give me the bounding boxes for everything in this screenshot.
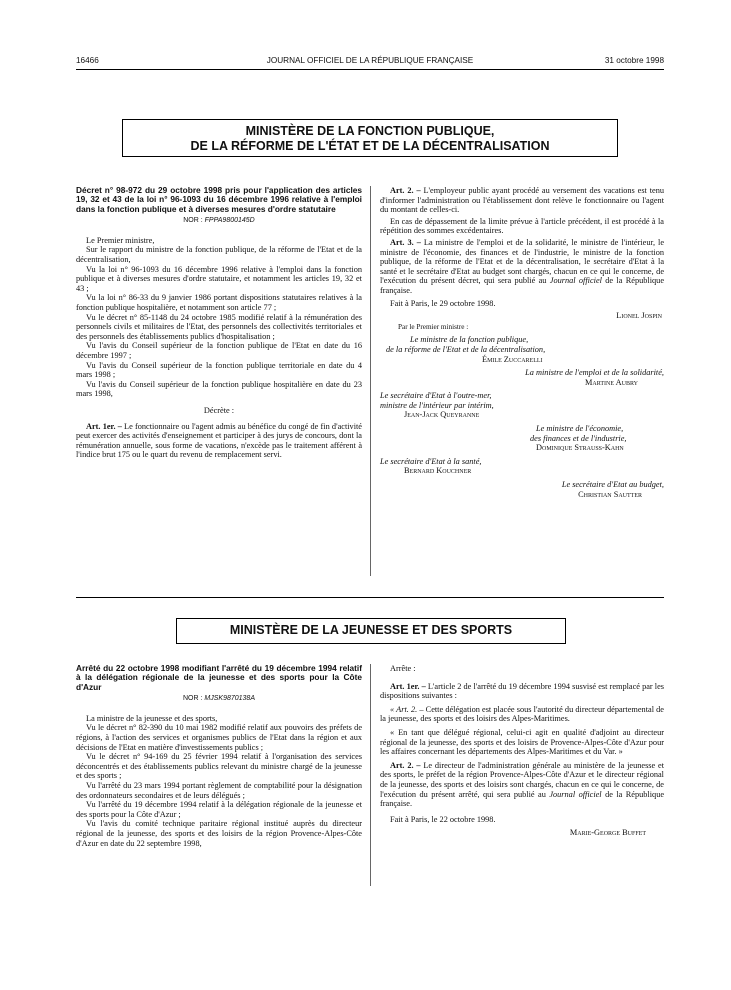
preamble-paragraph: Le Premier ministre, (86, 235, 155, 245)
decree-left-column (76, 186, 362, 460)
article-2-text: L'employeur public ayant procédé au versement des vacations est tenu d'informer l'administration ou l'établissement dont relève le fonctionnaire ou l'agent du montant de celles-ci. (380, 186, 665, 215)
nor-code: FPPA9800145D (204, 217, 255, 225)
decrete-heading: Décrète : (203, 405, 235, 415)
journal-title: JOURNAL OFFICIEL DE LA RÉPUBLIQUE FRANÇAISE (266, 56, 474, 65)
countersign-intro: Par le Premier ministre : (398, 322, 469, 331)
quoted-article-label: « Art. 2. – (390, 704, 424, 714)
signatory-name: Dominique Strauss-Kahn (536, 443, 624, 453)
nor-label: NOR : (183, 217, 203, 225)
arrete-title: Arrêté du 22 octobre 1998 modifiant l'arrêté du 19 décembre 1994 relatif à la délégation régionale de la jeunesse et des sports pour la Côte d'Azur (76, 663, 362, 692)
article-2 (380, 186, 664, 215)
page-number: 16466 (76, 56, 99, 65)
article-2-text: Le directeur de l'administration générale au ministère de la jeunesse et des sports, le préfet de la région Provence-Alpes-Côte d'Azur et le directeur régional de la jeunesse, des sports et des loisirs sont chargés, chacun en ce qui le concerne, de l'exécution du présent arrêté, qui sera publié au (380, 760, 665, 799)
header-rule (76, 69, 664, 70)
article-2-label: Art. 2. – (390, 760, 421, 770)
article-3 (380, 238, 664, 296)
preamble-paragraph: Vu l'avis du Conseil supérieur de la fonction publique hospitalière en date du 23 mars 1998, (76, 379, 362, 399)
preamble-paragraph: Vu le décret n° 94-169 du 25 février 1994 relatif à l'organisation des services déconcentrés et des établissements publics relevant du ministre chargé de la jeunesse et des sports ; (76, 752, 362, 781)
signature-block-emploi (380, 368, 664, 387)
article-3-text-end: de la République française. (380, 276, 664, 295)
ministry-heading-box (176, 618, 566, 644)
article-1 (380, 682, 664, 701)
preamble-paragraph: Vu le décret n° 82-390 du 10 mai 1982 modifié relatif aux pouvoirs des préfets de régions, à l'action des services et organismes publics de l'Etat dans la région et aux décisions de l'Etat en matière d'investissements publics ; (76, 723, 362, 752)
signature-block-outre-mer (380, 391, 664, 420)
signatory-name: Émile Zuccarelli (482, 354, 543, 364)
signatory-title: Le ministre de l'économie, (536, 424, 624, 434)
decree-title: Décret n° 98-972 du 29 octobre 1998 pris pour l'application des articles 19, 32 et 43 de la loi n° 96-1093 du 16 décembre 1996 relative à l'emploi dans la fonction publique et à diverses mesures d'ordre statutaire (76, 185, 362, 214)
signature-block-sante (380, 457, 664, 476)
signatory-name: Christian Sautter (578, 489, 642, 499)
signatory-name: Bernard Kouchner (404, 466, 472, 476)
quoted-paragraph: « En tant que délégué régional, celui-ci agit en qualité d'adjoint au directeur régional de la jeunesse, des sports et des loisirs de Provence-Alpes-Côte d'Azur pour les affaires concernant les départements des Alpes-Maritimes et du Var. » (380, 727, 664, 757)
signatory-title: Le secrétaire d'Etat à l'outre-mer, (380, 391, 492, 401)
journal-officiel-ref: Journal officiel (549, 276, 602, 286)
preamble-paragraph: Vu le décret n° 85-1148 du 24 octobre 1985 modifié relatif à la rémunération des personnels civils et militaires de l'Etat, des personnels des collectivités territoriales et des personnels des établissements publics d'hospitalisation ; (76, 312, 362, 341)
arrete-left-column (76, 664, 362, 848)
column-divider (370, 186, 371, 576)
preamble-paragraph: Vu l'avis du Conseil supérieur de la fonction publique de l'Etat en date du 16 décembre 1997 ; (76, 341, 362, 360)
nor-reference (76, 694, 362, 704)
preamble-paragraph: Sur le rapport du ministre de la fonction publique, de la réforme de l'Etat et de la décentralisation, (76, 245, 362, 264)
preamble-paragraph: Vu la loi n° 96-1093 du 16 décembre 1996 relative à l'emploi dans la fonction publique et à diverses mesures d'ordre statutaire, et notamment les articles 19, 32 et 43 ; (76, 264, 362, 293)
nor-label: NOR : (183, 695, 203, 703)
signing-place-date: Fait à Paris, le 22 octobre 1998. (390, 814, 496, 824)
signing-place-date: Fait à Paris, le 29 octobre 1998. (390, 298, 496, 308)
signatory-title: ministre de l'intérieur par intérim, (380, 400, 494, 410)
preamble-paragraph: La ministre de la jeunesse et des sports, (86, 713, 218, 723)
article-2 (380, 761, 664, 809)
article-2-text-end: de la République française. (380, 789, 665, 809)
signatory-title: Le ministre de la fonction publique, (410, 335, 529, 345)
issue-date: 31 octobre 1998 (604, 56, 664, 65)
signatory-title: Le secrétaire d'Etat à la santé, (380, 456, 482, 466)
article-1-text: Le fonctionnaire ou l'agent admis au bénéfice du congé de fin d'activité peut exercer des activités d'enseignement et participer à des jurys de concours, dont la rémunération annuelle, sous forme de vacations, n'excède pas le traitement afférent à l'indice brut 175 ou le quart du revenu de remplacement servi. (76, 421, 362, 460)
preamble-paragraph: Vu l'avis du comité technique paritaire régional institué auprès du directeur régional de la jeunesse, des sports et des loisirs de la région Provence-Alpes-Côte d'Azur en date du 22 septembre 1998, (76, 819, 362, 848)
signatory-title: La ministre de l'emploi et de la solidarité, (525, 368, 664, 378)
preamble-paragraph: Vu l'arrêté du 19 décembre 1994 relatif à la délégation régionale de la jeunesse et des sports pour la Côte d'Azur ; (76, 800, 362, 819)
decree-right-column (380, 186, 664, 499)
signatory-name: Martine Aubry (585, 377, 638, 387)
ministry-heading-line1: MINISTÈRE DE LA JEUNESSE ET DES SPORTS (229, 623, 513, 637)
signature-block-economie (380, 424, 664, 453)
nor-reference (76, 216, 362, 226)
minister-signature: Marie-George Buffet (569, 828, 646, 838)
ministry-heading-line1: MINISTÈRE DE LA FONCTION PUBLIQUE, (245, 124, 495, 138)
preamble-paragraph: Vu l'arrêté du 23 mars 1994 portant règlement de comptabilité pour la désignation des ordonnateurs secondaires et de leurs délégués ; (76, 780, 362, 800)
ministry-heading-line2: DE LA RÉFORME DE L'ÉTAT ET DE LA DÉCENTRALISATION (190, 139, 550, 153)
section-separator (76, 597, 664, 598)
article-2-label: Art. 2. – (390, 186, 421, 195)
arrete-heading: Arrête : (390, 664, 416, 673)
ministry-heading-box (122, 119, 618, 157)
article-1-label: Art. 1er. – (390, 681, 426, 691)
preamble-paragraph: Vu l'avis du Conseil supérieur de la fonction publique territoriale en date du 4 mars 1998 ; (76, 360, 362, 380)
signatory-title: des finances et de l'industrie, (530, 433, 627, 443)
signature-block-fonction-publique (380, 335, 664, 364)
signatory-name: Jean-Jack Queyranne (404, 410, 480, 420)
signatory-title: de la réforme de l'Etat et de la décentralisation, (386, 344, 546, 354)
running-header (76, 56, 664, 70)
article-3-label: Art. 3. – (390, 237, 421, 247)
article-1-label: Art. 1er. – (86, 421, 122, 431)
signature-block-budget (380, 480, 664, 499)
journal-officiel-ref: Journal officiel (549, 789, 602, 799)
nor-code: MJSK9870138A (204, 695, 255, 703)
quoted-article-text: Cette délégation est placée sous l'autorité du directeur départemental de la jeunesse, des sports et des loisirs des Alpes-Maritimes. (380, 704, 664, 724)
preamble-paragraph: Vu la loi n° 86-33 du 9 janvier 1986 portant dispositions statutaires relatives à la fonction publique hospitalière, et notamment son article 77 ; (76, 293, 362, 312)
prime-minister-signature: Lionel Jospin (616, 311, 662, 321)
arrete-right-column (380, 664, 664, 838)
quoted-article-2 (380, 705, 664, 724)
article-1-text: L'article 2 de l'arrêté du 19 décembre 1994 susvisé est remplacé par les dispositions suivantes : (380, 681, 664, 701)
article-3-text: La ministre de l'emploi et de la solidarité, le ministre de l'intérieur, le ministre de l'économie, des finances et de l'industrie, le ministre de la fonction publique, de la réforme de l'Etat et de la décentralisation, le secrétaire d'Etat à la santé et le secrétaire d'Etat au budget sont chargés, chacun en ce qui le concerne, de l'exécution du présent décret, qui sera publié au (380, 237, 665, 286)
column-divider (370, 664, 371, 886)
article-2-paragraph-2: En cas de dépassement de la limite prévue à l'article précédent, il est procédé à la répétition des sommes excédentaires. (380, 216, 664, 236)
signatory-title: Le secrétaire d'Etat au budget, (561, 480, 664, 490)
article-1 (76, 422, 362, 460)
